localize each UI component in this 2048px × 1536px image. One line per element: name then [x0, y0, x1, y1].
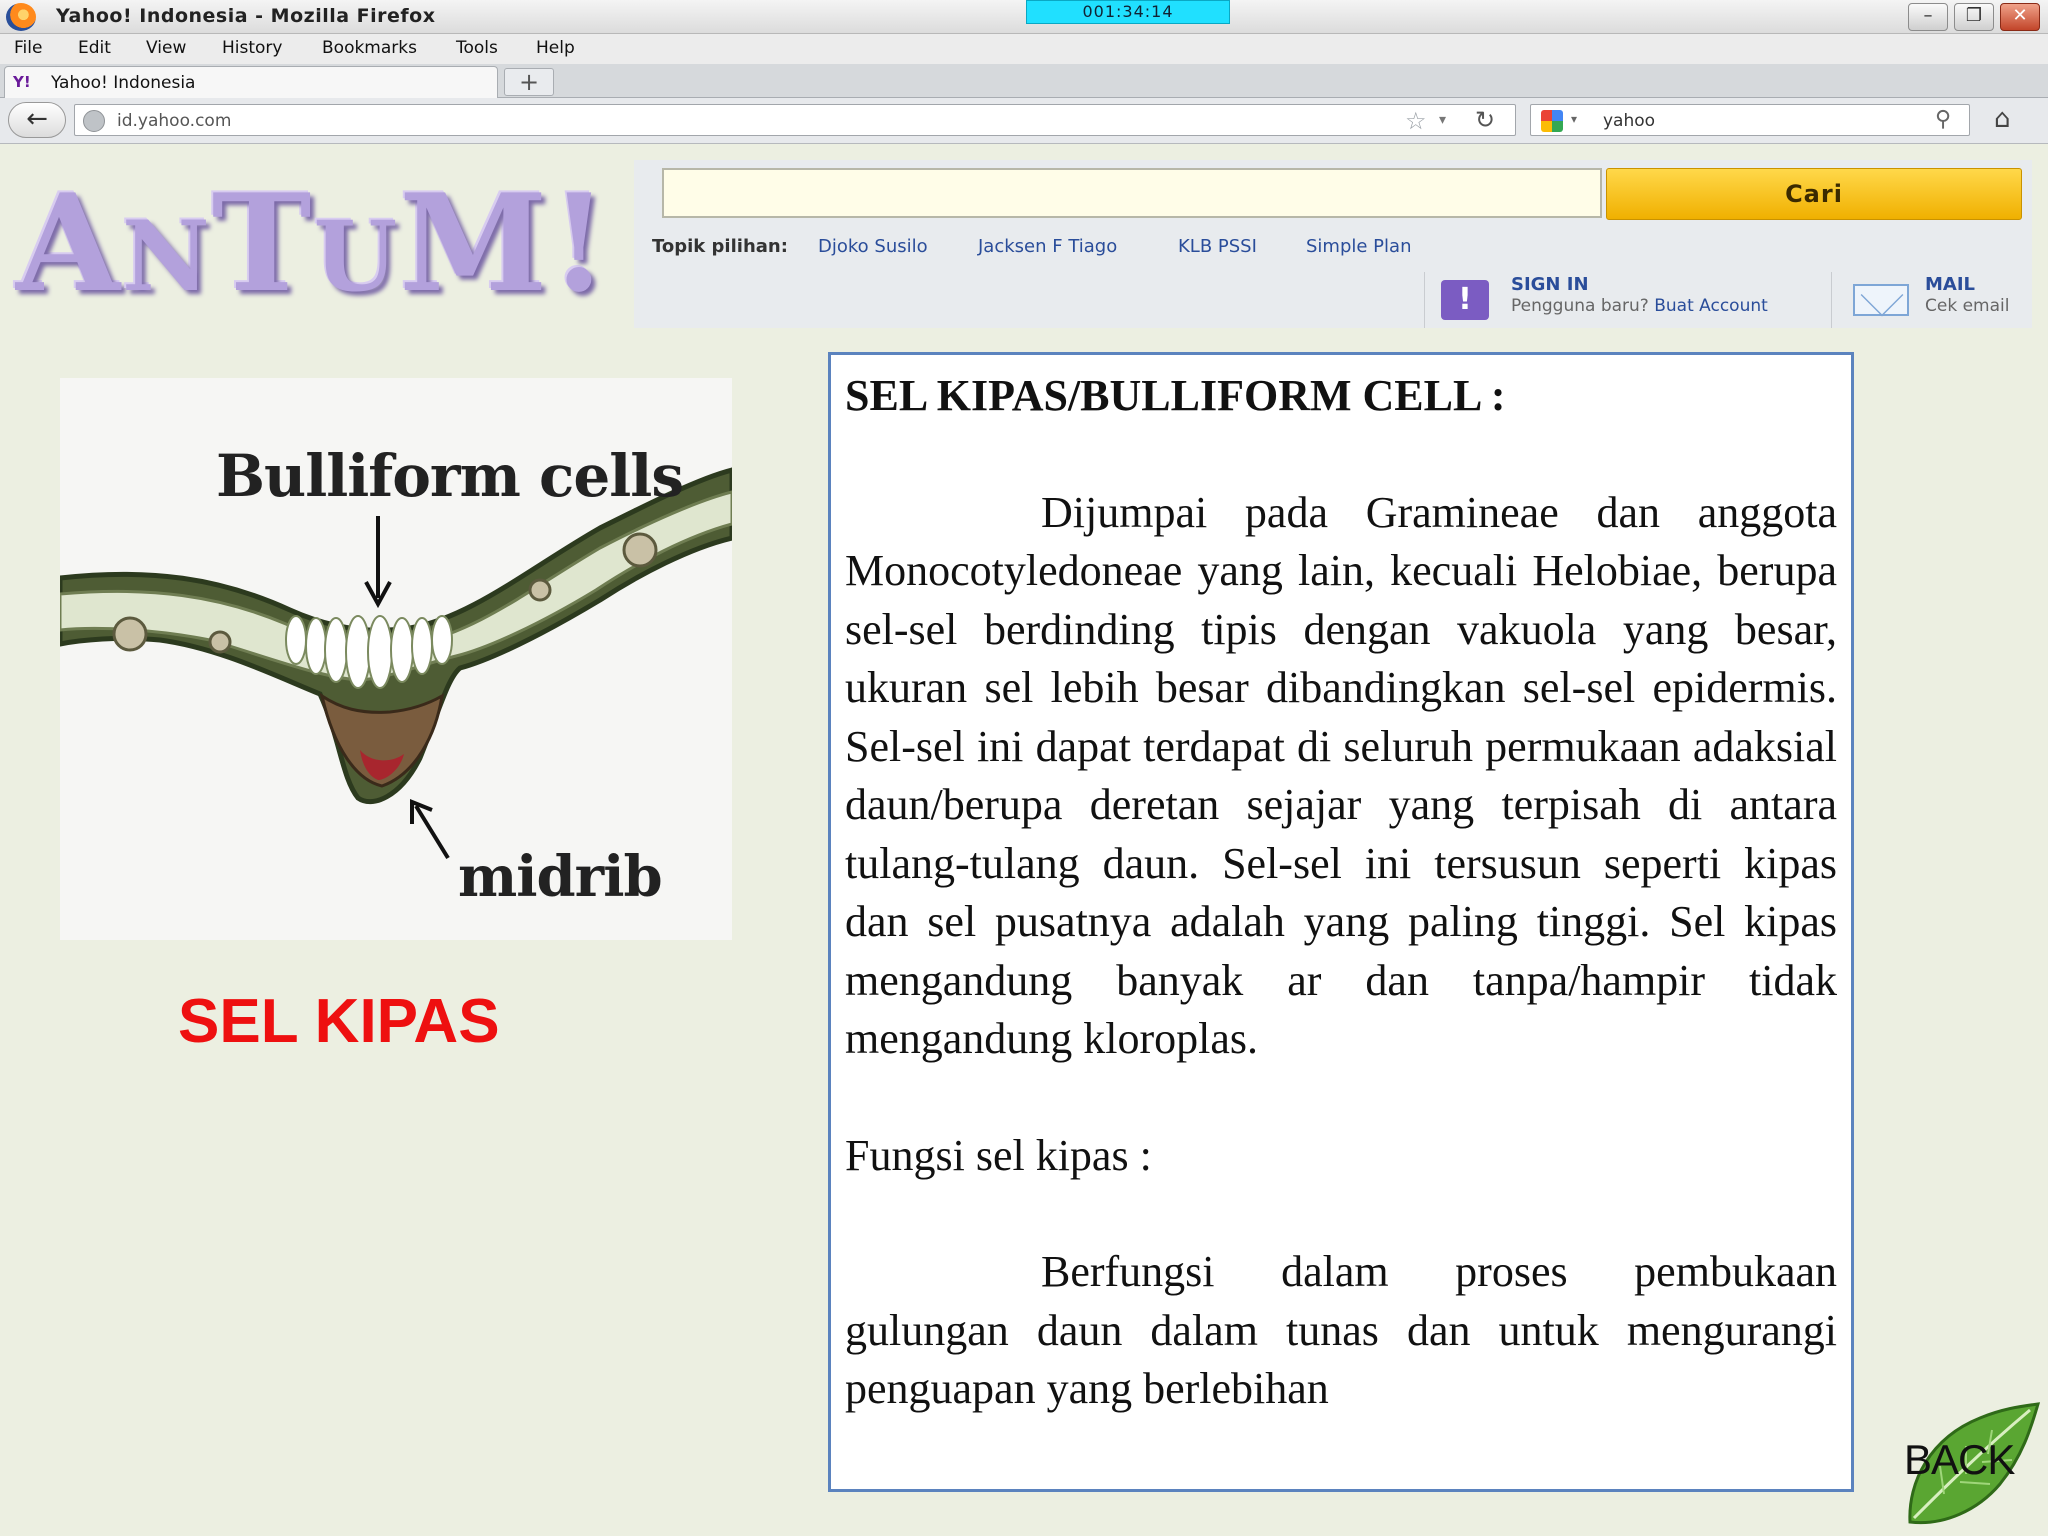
menu-history[interactable]: History	[222, 38, 283, 58]
content-heading: SEL KIPAS/BULLIFORM CELL :	[845, 371, 1506, 420]
check-email-text: Cek email	[1925, 296, 2010, 316]
minimize-button[interactable]: –	[1908, 3, 1948, 31]
topik-label: Topik pilihan:	[652, 236, 788, 257]
url-bar[interactable]	[74, 104, 1516, 136]
topik-link[interactable]: KLB PSSI	[1178, 236, 1257, 257]
divider	[1831, 272, 1832, 328]
menu-edit[interactable]: Edit	[78, 38, 111, 58]
home-icon[interactable]: ⌂	[1994, 104, 2011, 134]
mail-link[interactable]: MAIL	[1925, 274, 1976, 295]
content-subheading: Fungsi sel kipas :	[845, 1130, 1152, 1180]
account-area	[1424, 272, 2032, 328]
mail-icon[interactable]	[1853, 284, 1909, 316]
tab-bar	[0, 64, 2048, 98]
logo-letter: M!	[399, 164, 611, 322]
menu-help[interactable]: Help	[536, 38, 575, 58]
yahoo-search-input[interactable]	[662, 168, 1602, 218]
tab-label: Yahoo! Indonesia	[51, 73, 196, 93]
bookmark-star-icon[interactable]: ☆	[1405, 107, 1427, 135]
search-bar[interactable]	[1530, 104, 1970, 136]
logo-letter: U	[313, 200, 400, 313]
new-tab-button[interactable]: +	[504, 68, 554, 96]
content-text-box	[828, 352, 1854, 1492]
topik-link[interactable]: Simple Plan	[1306, 236, 1412, 257]
figure-title: Bulliform cells	[216, 442, 683, 510]
bulliform-micrograph	[60, 378, 732, 940]
figure-label-midrib: midrib	[458, 844, 662, 910]
menu-tools[interactable]: Tools	[456, 38, 498, 58]
search-engine-dropdown-icon[interactable]: ▾	[1571, 112, 1578, 126]
back-button[interactable]: BACK	[1904, 1436, 2015, 1483]
timer: 001:34:14	[1026, 0, 1230, 24]
yahoo-search-panel	[634, 160, 2032, 328]
antum-logo	[16, 164, 611, 322]
signin-subtext	[1511, 296, 1768, 316]
menu-bookmarks[interactable]: Bookmarks	[322, 38, 417, 58]
url-dropdown-icon[interactable]: ▾	[1439, 112, 1447, 128]
firefox-icon	[6, 3, 36, 31]
figure-caption: SEL KIPAS	[178, 987, 500, 1056]
tab-yahoo-indonesia[interactable]	[4, 66, 498, 98]
search-icon[interactable]: ⚲	[1935, 107, 1952, 132]
topik-link[interactable]: Djoko Susilo	[818, 236, 928, 257]
window-titlebar	[0, 0, 2048, 34]
logo-letter: T	[211, 164, 314, 322]
content-paragraph: Berfungsi dalam proses pembukaan gulungan daun dalam tunas dan untuk mengurangi penguapan yang berlebihan	[845, 1247, 1837, 1413]
content-paragraph: Dijumpai pada Gramineae dan anggota Monocotyledoneae yang lain, kecuali Helobiae, berupa sel-sel berdinding tipis dengan vakuola yang besar, ukuran sel lebih besar dibandingkan sel-sel epidermis. Sel-sel ini dapat terdapat di seluruh permukaan adaksial daun/berupa deretan sejajar yang terpisah di antara tulang-tulang daun. Sel-sel ini tersusun seperti kipas dan sel pusatnya adalah yang paling tinggi. Sel kipas mengandung banyak ar dan tanpa/hampir tidak mengandung kloroplas.	[845, 487, 1837, 1063]
menu-bar	[0, 34, 2048, 64]
globe-icon	[83, 110, 105, 132]
back-button[interactable]: ←	[8, 102, 66, 138]
close-button[interactable]: ✕	[2000, 3, 2040, 31]
new-user-text: Pengguna baru?	[1511, 296, 1649, 316]
logo-letter: A	[16, 164, 122, 322]
menu-view[interactable]: View	[146, 38, 187, 58]
cari-button[interactable]: Cari	[1606, 168, 2022, 220]
yahoo-favicon-icon: Y!	[13, 73, 31, 91]
logo-letter: N	[121, 200, 212, 313]
signin-icon[interactable]: !	[1441, 280, 1489, 320]
menu-file[interactable]: File	[14, 38, 43, 58]
navigation-bar	[0, 98, 2048, 144]
sign-in-link[interactable]: SIGN IN	[1511, 274, 1589, 295]
window-title: Yahoo! Indonesia - Mozilla Firefox	[56, 5, 436, 27]
url-text[interactable]: id.yahoo.com	[117, 111, 232, 131]
topik-link[interactable]: Jacksen F Tiago	[978, 236, 1118, 257]
maximize-button[interactable]: ❐	[1954, 3, 1994, 31]
google-icon[interactable]	[1541, 110, 1563, 132]
create-account-link[interactable]: Buat Account	[1654, 296, 1768, 316]
search-input[interactable]: yahoo	[1603, 111, 1656, 131]
reload-icon[interactable]: ↻	[1475, 106, 1496, 134]
